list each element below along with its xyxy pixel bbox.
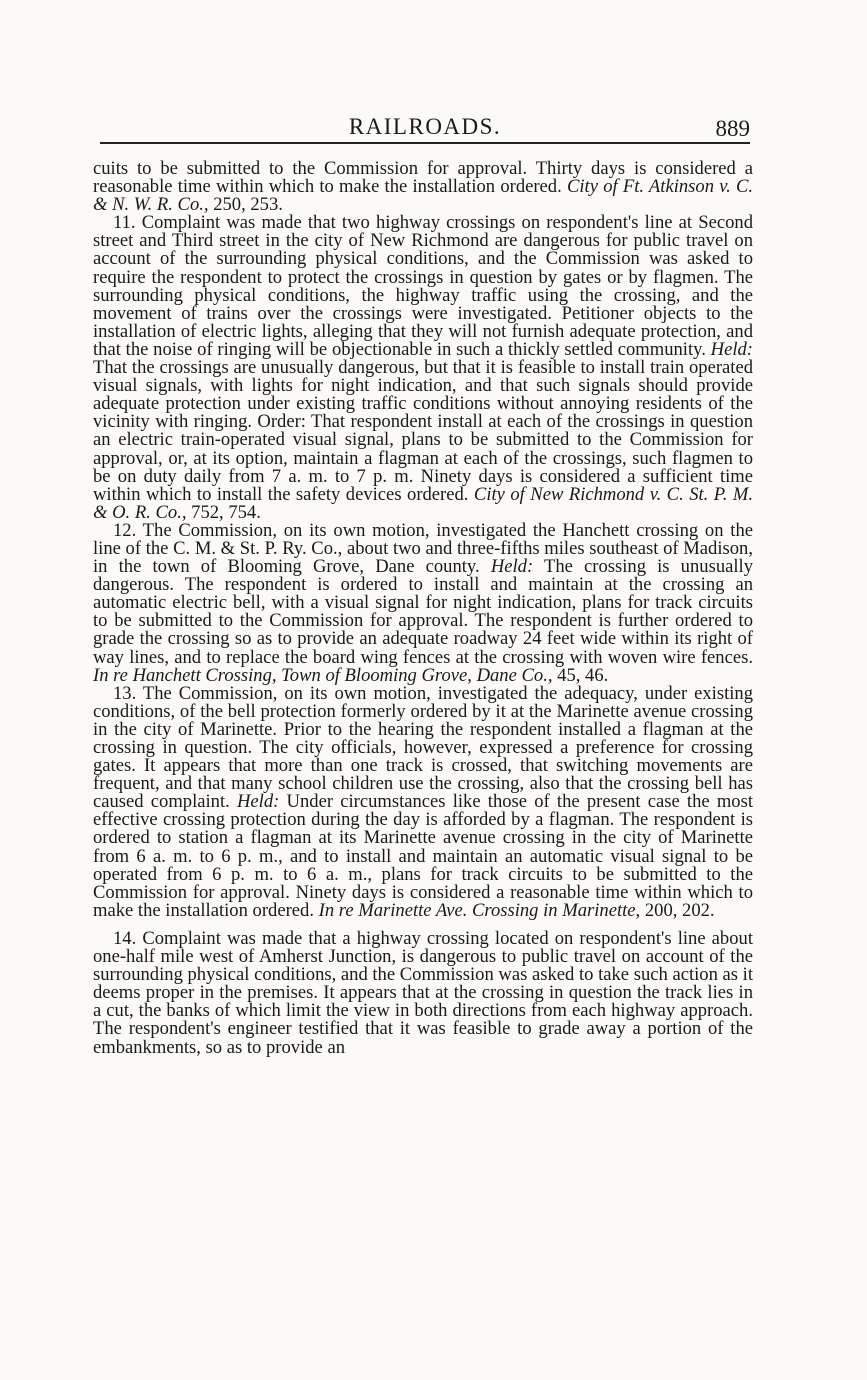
case-citation: In re Hanchett Crossing, Town of Blooming Grove, Dane Co., bbox=[93, 664, 553, 686]
running-head: RAILROADS. bbox=[348, 114, 502, 139]
paragraph-13: 13. The Commission, on its own motion, investigated the adequacy, under existing conditions, of the bell protection formerly ordered by it at the Marinette avenue crossing in the city of Marinette. Prior to the hearing the respondent installed a flagman at the crossing in question. The city officials, however, expressed a preference for crossing gates. It appears that more than one track is crossed, that switching movements are frequent, and that many school children use the crossing, also that the crossing bell has caused complaint. Held: Under circumstances like those of the present case the most effective crossing protection during the day is afforded by a flagman. The respondent is ordered to station a flagman at its Marinette avenue crossing in the city of Marinette from 6 a. m. to 6 p. m., and to install and maintain an automatic visual signal to be operated from 6 p. m. to 6 a. m., plans for track circuits to be submitted to the Commission for approval. Ninety days is considered a reasonable time within which to make the installation ordered. In re Marinette Ave. Crossing in Marinette, 200, 202. bbox=[93, 682, 754, 921]
page-number: 889 bbox=[715, 116, 750, 141]
held-label: Held: bbox=[490, 556, 534, 578]
paragraph-11: 11. Complaint was made that two highway crossings on respondent's line at Second street and Third street in the city of New Richmond are dangerous for public travel on account of the surrounding physical conditions, and the Commission was asked to require the respondent to protect the crossings in question by gates or by flagmen. The surrounding physical conditions, the highway traffic using the crossing, and the movement of trains over the crossings were investigated. Petitioner objects to the installation of electric lights, alleging that they will not furnish adequate protection, and that the noise of ringing will be objectionable in such a thickly settled community. Held: That the crossings are unusually dangerous, but that it is feasible to install train operated visual signals, with lights for night indication, and that such signals should provide adequate protection under existing traffic conditions without annoying residents of the vicinity with ringing. Order: That respondent install at each of the crossings in question an electric train-operated visual signal, plans to be submitted to the Commission for approval, or, at its option, maintain a flagman at each of the crossings, such flagmen to be on duty daily from 7 a. m. to 7 p. m. Ninety days is considered a sufficient time within which to install the safety devices ordered. City of New Richmond v. C. St. P. M. & O. R. Co., 752, 754. bbox=[93, 212, 753, 523]
page-body bbox=[93, 160, 753, 1057]
case-citation: City of New Richmond v. C. St. P. M. & O. R. Co., bbox=[93, 483, 753, 523]
held-label: Held: bbox=[237, 791, 280, 813]
paragraph-12: 12. The Commission, on its own motion, investigated the Hanchett crossing on the line of the C. M. & St. P. Ry. Co., about two and three-fifths miles southeast of Madison, in the town of Blooming Grove, Dane county. Held: The crossing is unusually dangerous. The respondent is ordered to install and maintain at the crossing an automatic electric bell, with a visual signal for night indication, plans for track circuits to be submitted to the Commission for approval. The respondent is further ordered to grade the crossing so as to provide an adequate roadway 24 feet wide within its right of way lines, and to replace the board wing fences at the crossing with woven wire fences. In re Hanchett Crossing, Town of Blooming Grove, Dane Co., 45, 46. bbox=[93, 519, 753, 686]
paragraph-14: 14. Complaint was made that a highway crossing located on respondent's line about one-half mile west of Amherst Junction, is dangerous to public travel on account of the surrounding physical conditions, and the Commission was asked to take such action as it deems proper in the premises. It appears that at the crossing in question the track lies in a cut, the banks of which limit the view in both directions from each highway approach. The respondent's engineer testified that it was feasible to grade away a portion of the embankments, so as to provide an bbox=[93, 927, 753, 1058]
page-header bbox=[100, 112, 750, 144]
case-citation: City of Ft. Atkinson v. C. & N. W. R. Co., bbox=[93, 176, 754, 216]
case-citation: In re Marinette Ave. Crossing in Marinette, bbox=[318, 899, 641, 921]
paragraph-continuation: cuits to be submitted to the Commission for approval. Thirty days is considered a reasonable time within which to make the installation ordered. City of Ft. Atkinson v. C. & N. W. R. Co., 250, 253. bbox=[93, 158, 754, 216]
held-label: Held: bbox=[710, 338, 753, 360]
